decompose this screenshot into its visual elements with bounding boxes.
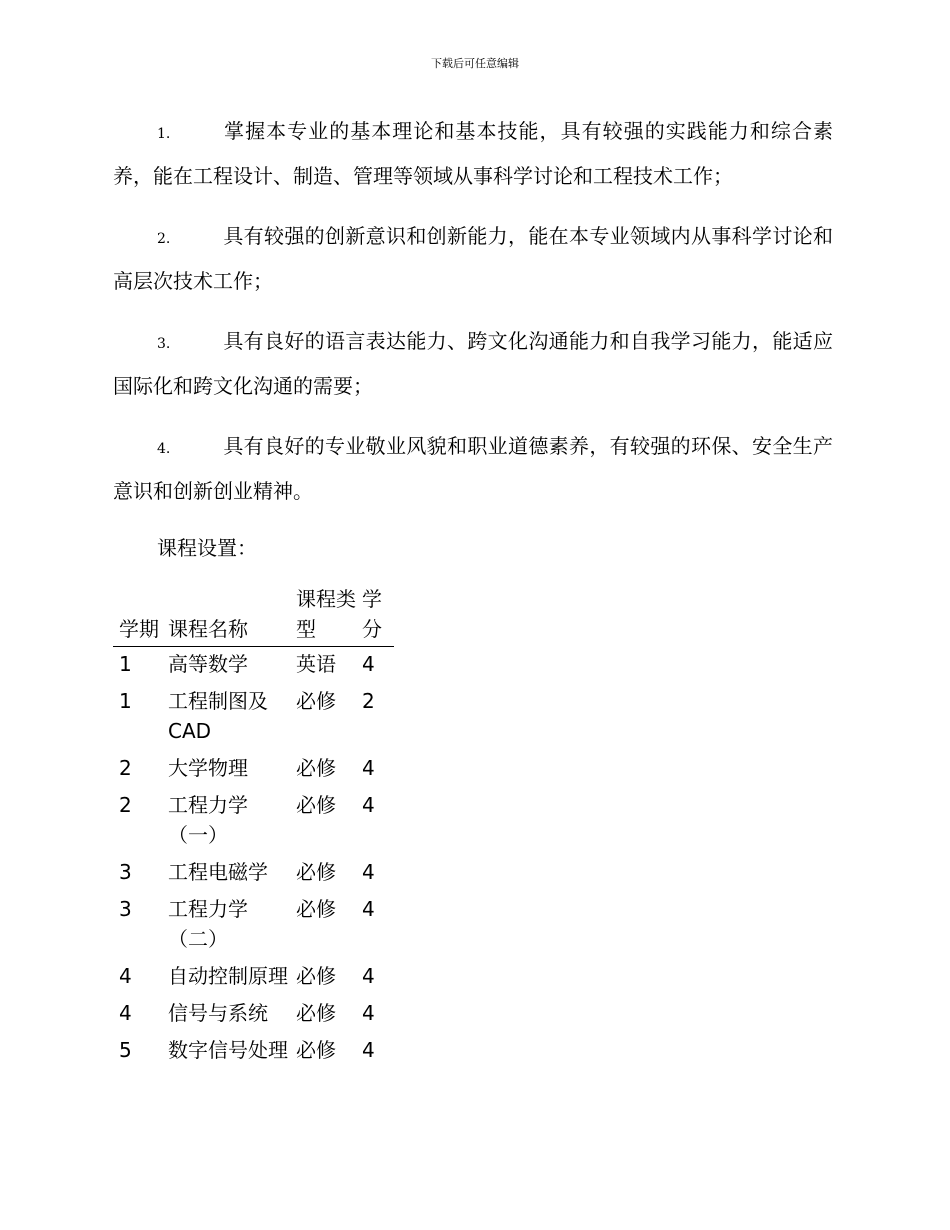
document-body [113,110,833,566]
cell-course-type: 必修 [296,793,336,817]
table-header-row [113,584,394,647]
cell-course-name: 工程力学（二） [168,897,248,951]
cell-course-type: 必修 [296,756,336,780]
table-row [113,996,394,1033]
cell-credits: 4 [362,756,375,780]
cell-credits: 4 [362,860,375,884]
cell-course-type: 英语 [296,652,336,676]
cell-course-name: 高等数学 [168,652,248,676]
cell-credits: 4 [362,964,375,988]
cell-term: 4 [119,964,132,988]
cell-term: 1 [119,689,132,713]
cell-course-name: 自动控制原理 [168,964,288,988]
table-row [113,892,394,959]
objective-number: 3. [157,336,171,352]
cell-credits: 2 [362,689,375,713]
header-course-name: 课程名称 [168,584,296,647]
cell-course-name: 信号与系统 [168,1001,268,1025]
header-course-type: 课程类型 [296,584,362,647]
cell-course-type: 必修 [296,860,336,884]
cell-course-name: 数字信号处理 [168,1038,288,1062]
cell-term: 1 [119,652,132,676]
objective-item [113,110,833,197]
cell-term: 4 [119,1001,132,1025]
table-row [113,647,394,685]
table-row [113,751,394,788]
header-credits: 学分 [362,584,394,647]
objective-text: 具有良好的语言表达能力、跨文化沟通能力和自我学习能力，能适应国际化和跨文化沟通的需要； [113,329,833,398]
page-header: 下载后可任意编辑 [431,57,519,70]
cell-credits: 4 [362,1001,375,1025]
table-row [113,855,394,892]
objective-text: 具有良好的专业敬业风貌和职业道德素养，有较强的环保、安全生产意识和创新创业精神。 [113,434,833,503]
table-row [113,959,394,996]
cell-course-name: 工程电磁学 [168,860,268,884]
course-table [113,584,394,1070]
cell-course-type: 必修 [296,1038,336,1062]
cell-course-type: 必修 [296,1001,336,1025]
table-row [113,788,394,855]
cell-course-name: 工程力学（一） [168,793,248,847]
section-title: 课程设置： [157,536,257,560]
objective-item [113,320,833,407]
cell-credits: 4 [362,897,375,921]
objective-text: 具有较强的创新意识和创新能力，能在本专业领域内从事科学讨论和高层次技术工作； [113,224,833,293]
cell-term: 2 [119,793,132,817]
cell-credits: 4 [362,793,375,817]
cell-course-name: 工程制图及CAD [168,689,268,743]
cell-course-type: 必修 [296,689,336,713]
cell-term: 2 [119,756,132,780]
objective-number: 1. [157,126,171,142]
cell-course-type: 必修 [296,964,336,988]
table-row [113,684,394,751]
cell-term: 3 [119,897,132,921]
objective-number: 4. [157,441,171,457]
cell-course-type: 必修 [296,897,336,921]
objective-text: 掌握本专业的基本理论和基本技能，具有较强的实践能力和综合素养，能在工程设计、制造、管理等领域从事科学讨论和工程技术工作； [113,119,833,188]
cell-term: 5 [119,1038,132,1062]
table-row [113,1033,394,1070]
header-term: 学期 [113,584,168,647]
cell-credits: 4 [362,652,375,676]
objective-item [113,215,833,302]
cell-term: 3 [119,860,132,884]
objective-item [113,425,833,512]
cell-credits: 4 [362,1038,375,1062]
objective-number: 2. [157,231,171,247]
cell-course-name: 大学物理 [168,756,248,780]
